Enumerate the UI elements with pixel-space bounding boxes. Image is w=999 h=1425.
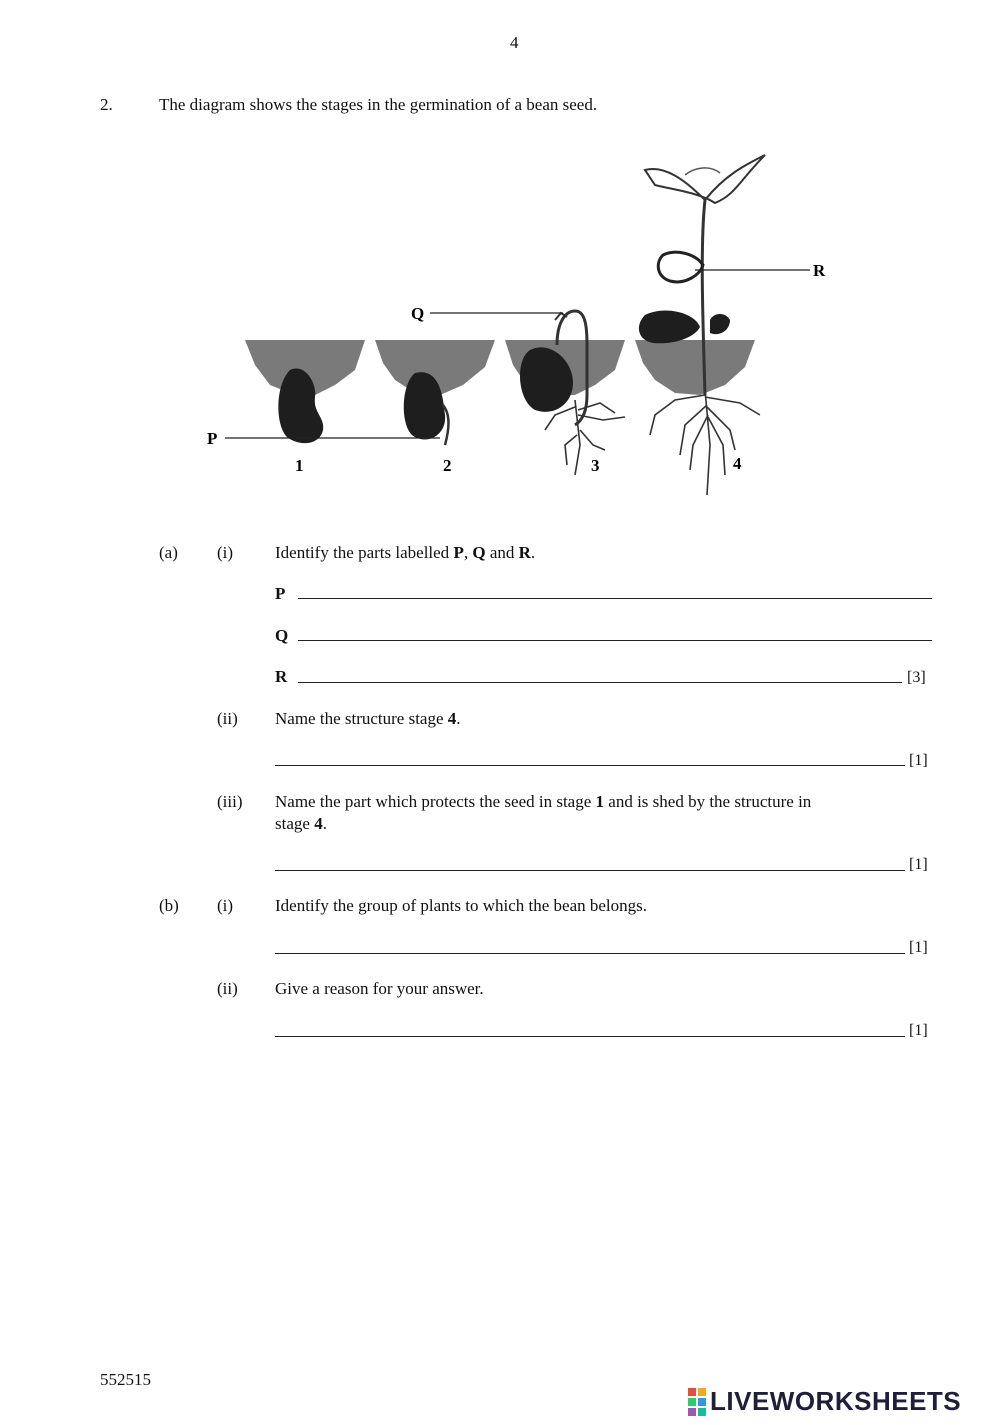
liveworksheets-logo <box>688 1386 988 1418</box>
answer-line-q[interactable] <box>298 640 932 641</box>
part-a-i-number: (i) <box>217 543 234 562</box>
paper-code: 552515 <box>100 1370 151 1389</box>
answer-label-p: P <box>275 584 286 603</box>
label-p: P <box>207 429 218 448</box>
answer-label-r: R <box>275 667 288 686</box>
marks-a-iii: [1] <box>909 856 928 873</box>
part-a-ii-question: Name the structure stage 4. <box>275 709 461 728</box>
part-a-iii-question-line2: stage 4. <box>275 814 327 833</box>
label-q: Q <box>411 304 425 323</box>
marks-b-ii: [1] <box>909 1022 928 1039</box>
answer-line-a-ii[interactable] <box>275 765 905 766</box>
answer-line-a-iii[interactable] <box>275 870 905 871</box>
soil-patch-4 <box>635 340 755 395</box>
answer-line-b-ii[interactable] <box>275 1036 905 1037</box>
part-a-label: (a) <box>159 543 178 562</box>
part-b-i-question: Identify the group of plants to which the bean belongs. <box>275 896 648 915</box>
page-number: 4 <box>510 33 519 52</box>
part-b-ii-question: Give a reason for your answer. <box>275 979 484 998</box>
question-intro: The diagram shows the stages in the germination of a bean seed. <box>159 95 598 114</box>
stage-label-2: 2 <box>443 456 452 475</box>
leaves-4 <box>645 155 765 203</box>
germination-diagram <box>195 145 845 515</box>
part-a-iii-question-line1: Name the part which protects the seed in stage 1 and is shed by the structure in <box>275 792 812 811</box>
part-a-ii-number: (ii) <box>217 709 238 728</box>
seed-coat-r <box>658 252 703 282</box>
answer-line-b-i[interactable] <box>275 953 905 954</box>
part-b-label: (b) <box>159 896 179 915</box>
roots-4 <box>650 390 760 495</box>
stage-label-1: 1 <box>295 456 304 475</box>
label-r: R <box>813 261 826 280</box>
part-a-iii-number: (iii) <box>217 792 243 811</box>
answer-line-r[interactable] <box>298 682 902 683</box>
part-a-i-question: Identify the parts labelled P, Q and R. <box>275 543 536 562</box>
cotyledons-4 <box>639 311 700 344</box>
marks-b-i: [1] <box>909 939 928 956</box>
stem-4 <box>702 200 705 395</box>
marks-a-ii: [1] <box>909 752 928 769</box>
stage-label-3: 3 <box>591 456 600 475</box>
answer-label-q: Q <box>275 626 289 645</box>
answer-line-p[interactable] <box>298 598 932 599</box>
part-b-ii-number: (ii) <box>217 979 238 998</box>
part-b-i-number: (i) <box>217 896 234 915</box>
liveworksheets-wordmark: LIVEWORKSHEETS <box>710 1386 962 1416</box>
marks-a-i: [3] <box>907 669 926 686</box>
stage-label-4: 4 <box>733 454 742 473</box>
question-number: 2. <box>100 95 113 114</box>
